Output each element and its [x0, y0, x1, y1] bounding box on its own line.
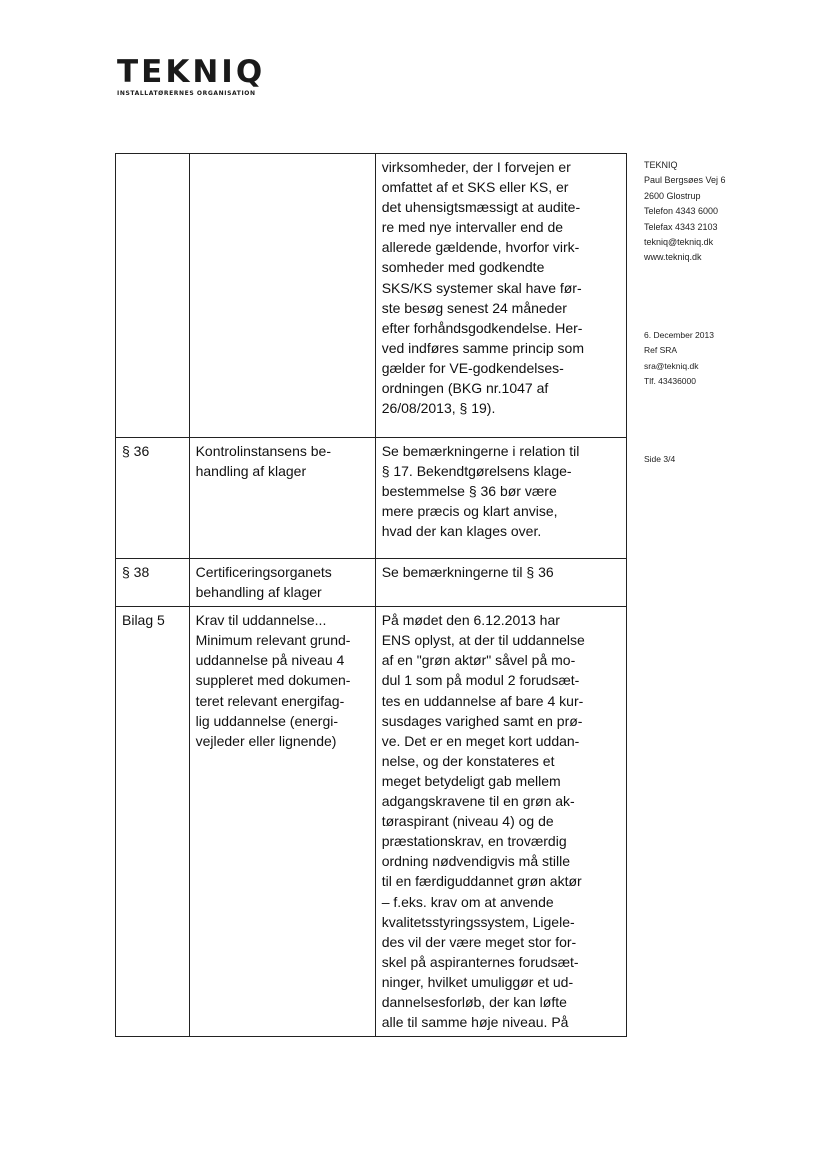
- comment-line: susdages varighed samt en prø-: [381, 712, 583, 729]
- comment-line: – f.eks. krav om at anvende: [381, 893, 554, 910]
- paragraph-cell: [116, 438, 190, 559]
- comment-line: SKS/KS systemer skal have før-: [381, 279, 582, 296]
- comment-cell: [375, 154, 626, 438]
- comment-line: gælder for VE-godkendelses-: [381, 359, 564, 376]
- comment-line: skel på aspiranternes forudsæt-: [381, 953, 579, 970]
- comment-line: ordning nødvendigvis må stille: [381, 853, 571, 870]
- logo-wordmark: TEKNIQ: [117, 54, 266, 90]
- comment-line: Se bemærkningerne i relation til: [381, 443, 580, 459]
- topic-line: vejleder eller lignende): [195, 732, 337, 749]
- topic-line: uddannelse på niveau 4: [195, 652, 345, 669]
- table-row: [116, 154, 627, 438]
- paragraph-ref: § 38: [122, 564, 150, 580]
- tekniq-logo: [117, 56, 265, 97]
- comment-cell: [375, 438, 626, 559]
- sender-org: TEKNIQ: [644, 160, 678, 170]
- comment-line: allerede gældende, hvorfor virk-: [381, 239, 580, 256]
- reference-phone: Tlf. 43436000: [644, 376, 696, 387]
- sender-info: [644, 158, 764, 468]
- comment-line: § 17. Bekendtgørelsens klage-: [381, 463, 572, 480]
- comment-line: ved indføres samme princip som: [381, 339, 584, 356]
- comment-line: virksomheder, der I forvejen er: [381, 159, 571, 175]
- comment-line: adgangskravene til en grøn ak-: [381, 793, 575, 810]
- comment-line: præstationskrav, en troværdig: [381, 833, 567, 850]
- comment-line: des vil der være meget stor for-: [381, 933, 577, 950]
- paragraph-cell: [116, 607, 190, 1037]
- sender-city: 2600 Glostrup: [644, 190, 701, 201]
- paragraph-ref: § 36: [122, 443, 150, 459]
- table-row: [116, 559, 627, 607]
- topic-cell: [189, 559, 375, 607]
- table-row: [116, 607, 627, 1037]
- paragraph-ref: Bilag 5: [122, 612, 165, 629]
- topic-line: suppleret med dokumen-: [195, 672, 351, 689]
- sender-web: www.tekniq.dk: [644, 252, 702, 263]
- paragraph-cell: [116, 559, 190, 607]
- comment-line: somheder med godkendte: [381, 259, 545, 276]
- comment-line: dul 1 som på modul 2 forudsæt-: [381, 672, 580, 689]
- topic-cell: [189, 438, 375, 559]
- comment-line: kvalitetsstyringssystem, Ligele-: [381, 913, 575, 930]
- comment-line: ninger, hvilket umuliggør et ud-: [381, 973, 574, 990]
- topic-line: Certificeringsorganets: [195, 564, 332, 580]
- comment-line: til en færdiguddannet grøn aktør: [381, 873, 582, 890]
- topic-line: Minimum relevant grund-: [195, 632, 351, 649]
- comment-line: ste besøg senest 24 måneder: [381, 299, 567, 316]
- comment-line: På mødet den 6.12.2013 har: [381, 612, 560, 629]
- comment-line: af en "grøn aktør" såvel på mo-: [381, 652, 576, 669]
- comment-line: meget betydeligt gab mellem: [381, 772, 561, 789]
- comment-line: tes en uddannelse af bare 4 kur-: [381, 692, 584, 709]
- page-number: Side 3/4: [644, 454, 676, 465]
- topic-line: teret relevant energifag-: [195, 692, 345, 709]
- reference-email: sra@tekniq.dk: [644, 360, 699, 371]
- comment-line: omfattet af et SKS eller KS, er: [381, 179, 569, 196]
- logo-tagline: INSTALLATØRERNES ORGANISATION: [117, 90, 256, 97]
- sender-address: Paul Bergsøes Vej 6: [644, 175, 726, 186]
- topic-line: behandling af klager: [195, 584, 322, 601]
- comment-line: bestemmelse § 36 bør være: [381, 483, 557, 500]
- sender-email: tekniq@tekniq.dk: [644, 237, 714, 248]
- topic-cell: [189, 154, 375, 438]
- topic-line: Krav til uddannelse...: [195, 612, 327, 629]
- comment-line: nelse, og der konstateres et: [381, 752, 555, 769]
- comment-line: hvad der kan klages over.: [381, 523, 542, 540]
- comment-line: 26/08/2013, § 19).: [381, 400, 496, 417]
- comment-line: tøraspirant (niveau 4) og de: [381, 813, 554, 830]
- topic-line: handling af klager: [195, 463, 307, 480]
- table-row: [116, 438, 627, 559]
- comment-line: efter forhåndsgodkendelse. Her-: [381, 319, 583, 336]
- comment-line: ve. Det er en meget kort uddan-: [381, 732, 580, 749]
- comment-line: dannelsesforløb, der kan løfte: [381, 993, 567, 1010]
- comment-line: Se bemærkningerne til § 36: [381, 564, 554, 580]
- document-date: 6. December 2013: [644, 329, 714, 340]
- comment-line: ENS oplyst, at der til uddannelse: [381, 632, 585, 649]
- sender-phone: Telefon 4343 6000: [644, 206, 719, 217]
- comment-line: det uhensigtsmæssigt at audite-: [381, 199, 581, 216]
- topic-cell: [189, 607, 375, 1037]
- comment-line: re med nye intervaller end de: [381, 219, 564, 236]
- comments-table: [115, 153, 627, 1037]
- topic-line: Kontrolinstansens be-: [195, 443, 332, 459]
- reference: Ref SRA: [644, 345, 678, 356]
- comment-cell: [375, 559, 626, 607]
- comment-line: ordningen (BKG nr.1047 af: [381, 380, 549, 397]
- comment-cell: [375, 607, 626, 1037]
- comment-line: alle til samme høje niveau. På: [381, 1014, 569, 1031]
- topic-line: lig uddannelse (energi-: [195, 712, 339, 729]
- paragraph-cell: [116, 154, 190, 438]
- sender-fax: Telefax 4343 2103: [644, 221, 718, 232]
- comment-line: mere præcis og klart anvise,: [381, 503, 558, 520]
